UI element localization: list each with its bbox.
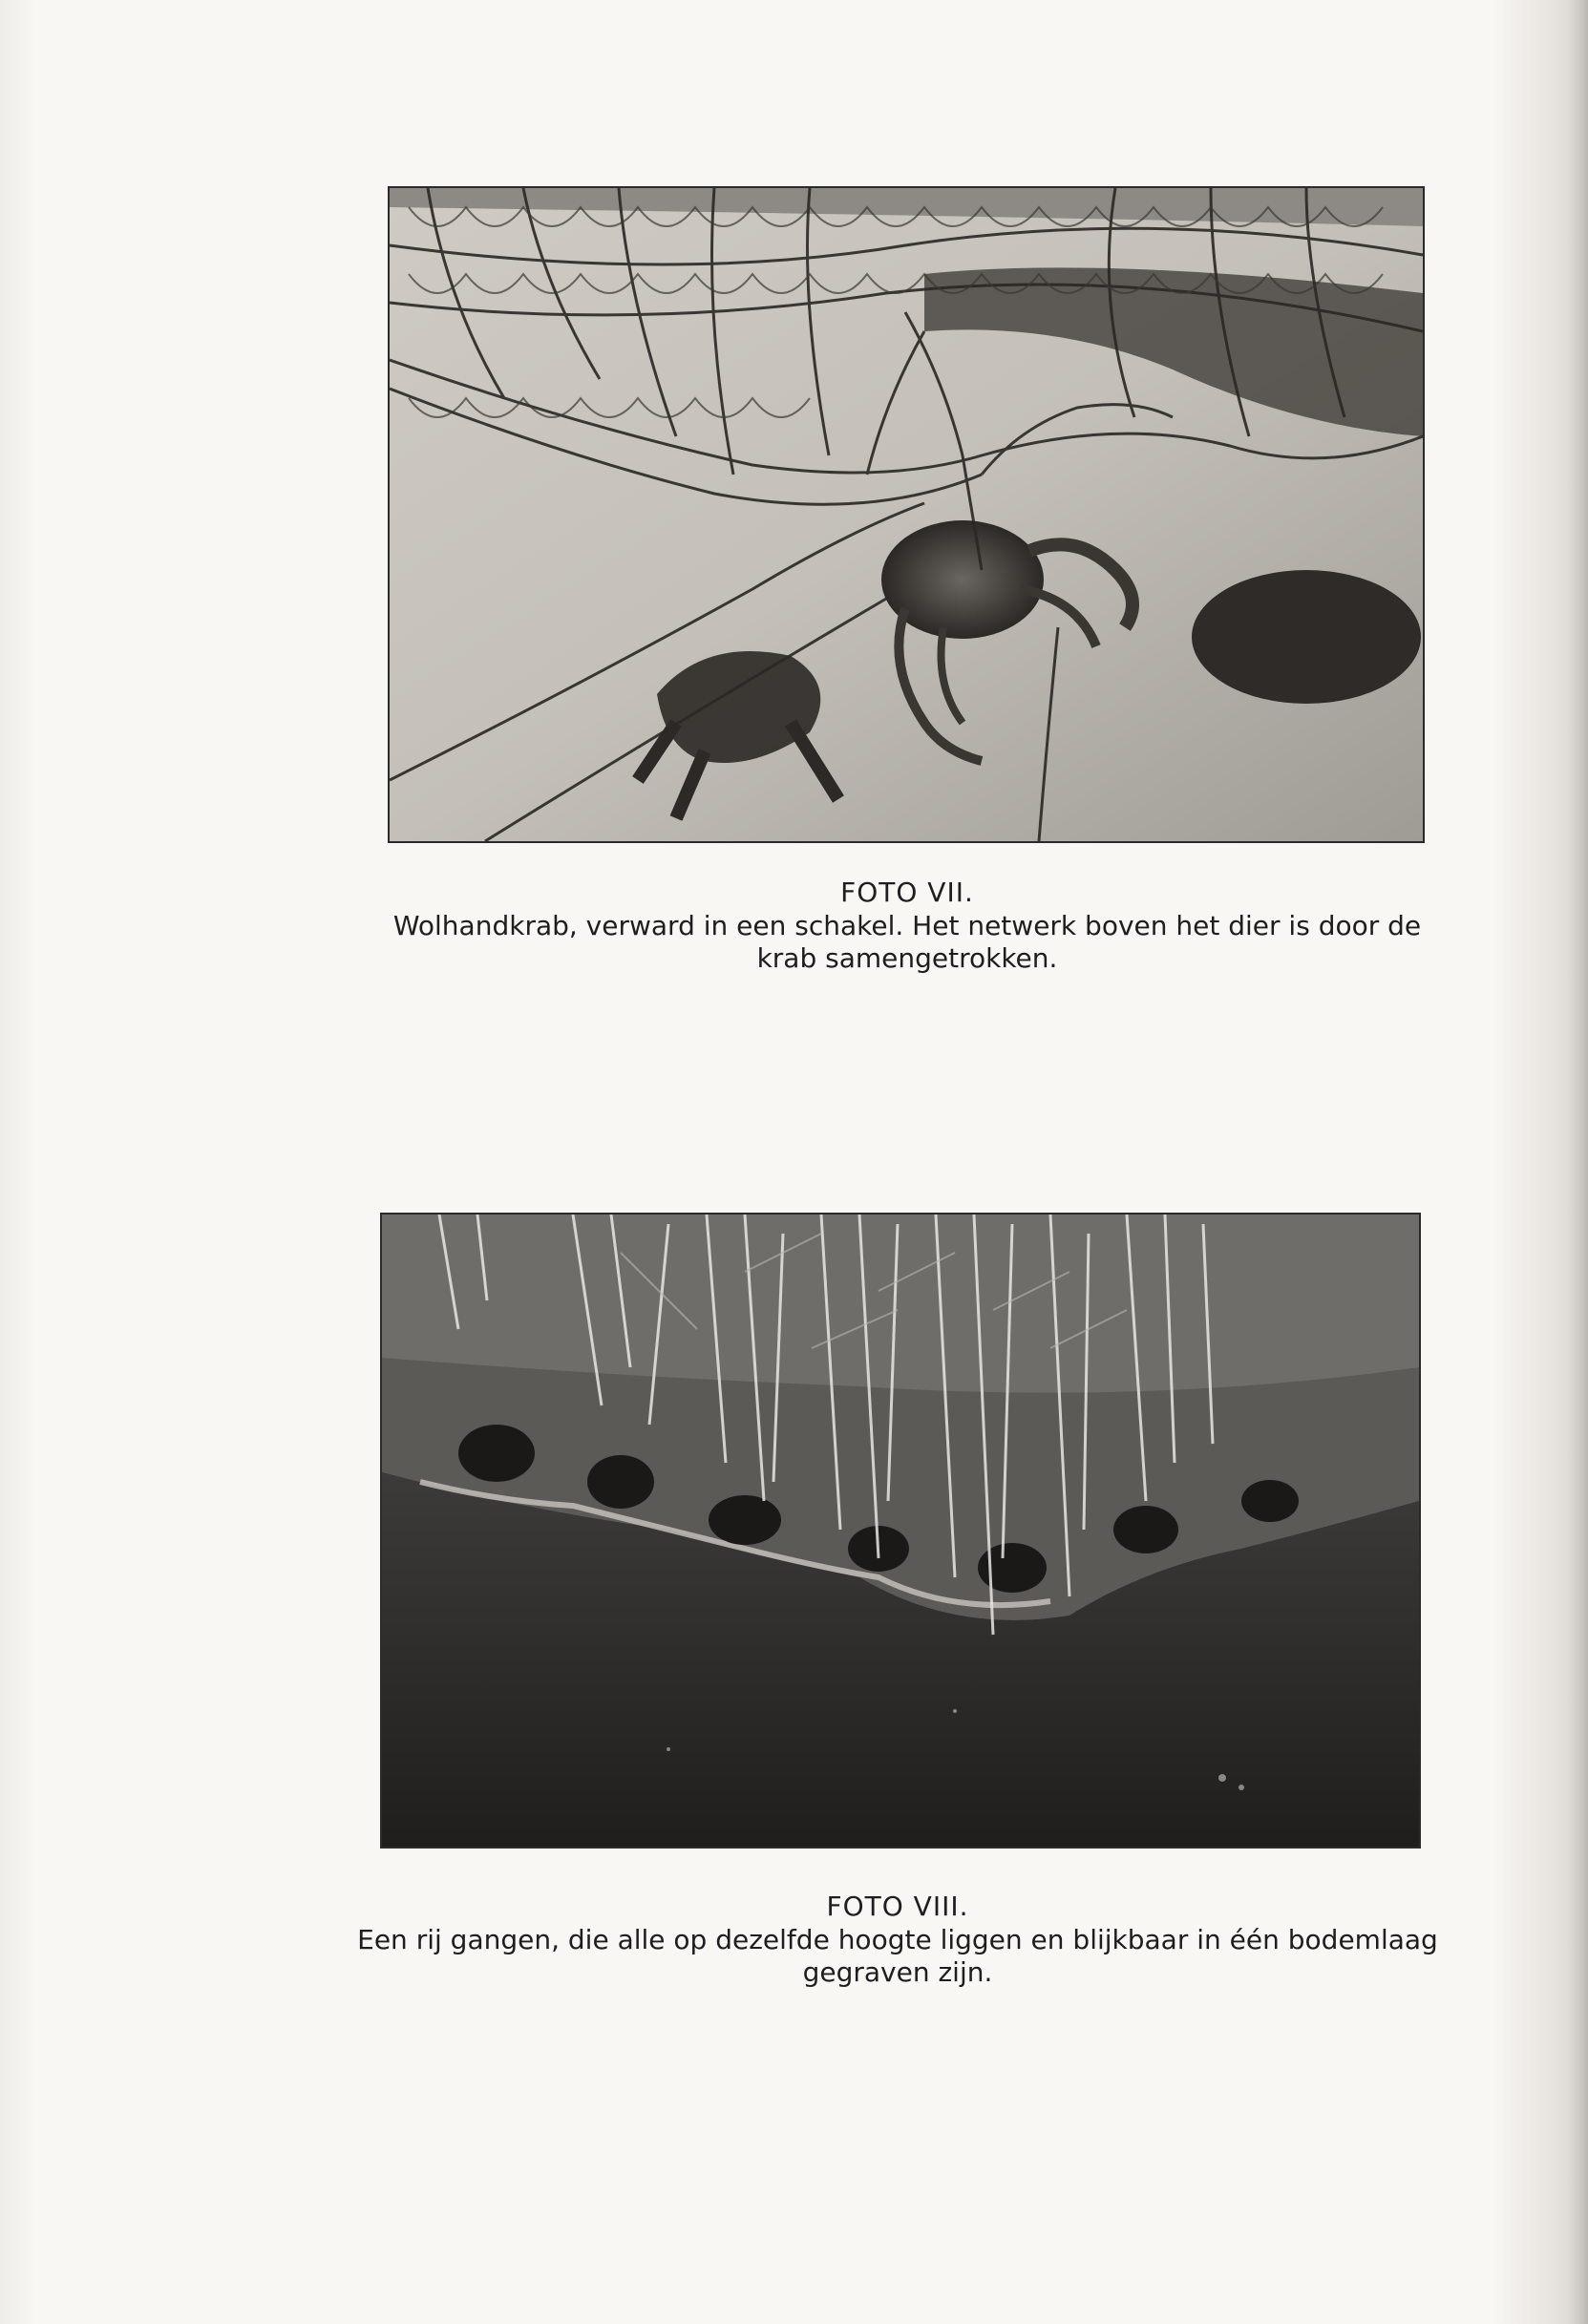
figure-label: FOTO VII. [840,877,974,908]
caption-text-line: Wolhandkrab, verward in een schakel. Het netwerk boven het dier is door de [392,910,1422,941]
caption-text-line: gegraven zijn. [802,1956,993,1988]
figure-label: FOTO VIII. [826,1891,969,1922]
burrows-image [382,1215,1419,1847]
page-edge-shadow [1565,0,1588,2324]
figure-caption-viii [353,1891,1442,1989]
caption-text-line: Een rij gangen, die alle op dezelfde hoogte liggen en blijkbaar in één bodemlaag [357,1924,1438,1955]
photo-crab-in-net [388,186,1425,843]
caption-text-line: krab samengetrokken. [756,942,1058,974]
crab-net-image [390,188,1423,841]
figure-caption-vii [363,877,1451,975]
photo-burrows-bank [380,1213,1421,1849]
